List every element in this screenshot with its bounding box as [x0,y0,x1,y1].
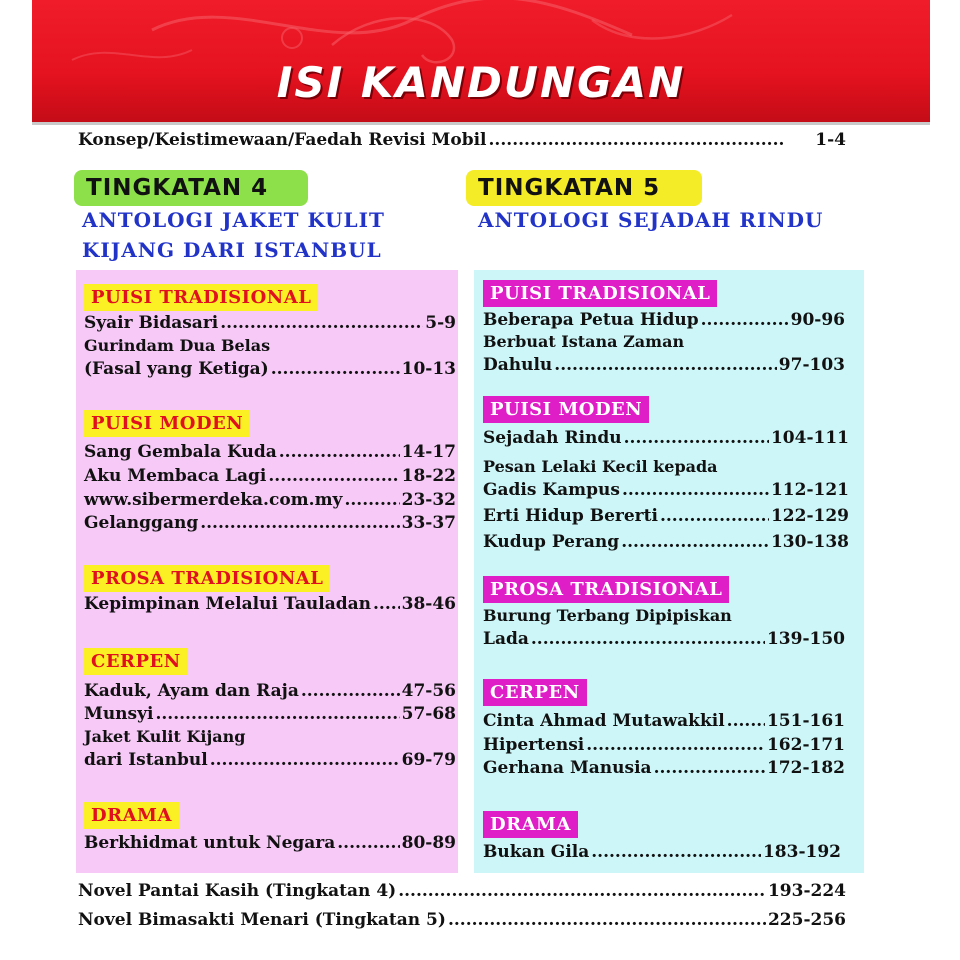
toc-entry [483,480,849,500]
entry-pages: 112-121 [770,480,849,500]
antologi-t4-title [82,205,385,265]
entry-pages: 130-138 [770,532,849,552]
category-puisi-moden-t4: PUISI MODEN [84,410,250,437]
entry-pages: 97-103 [778,355,845,375]
toc-entry [84,313,456,333]
antologi-t5-title [478,205,823,235]
category-puisi-moden-t5: PUISI MODEN [483,396,649,423]
dot-leader [271,359,400,379]
entry-pages: 183-192 [762,842,841,862]
entry-title: Sejadah Rindu [483,428,622,448]
entry-pages: 225-256 [767,910,846,930]
toc-entry [483,310,845,330]
toc-entry [84,750,456,770]
entry-pages: 14-17 [401,442,456,462]
entry-title: dari Istanbul [84,750,208,770]
entry-pages: 23-32 [401,490,456,510]
dot-leader [448,910,766,930]
dot-leader [622,480,769,500]
dot-leader [398,881,766,901]
dot-leader [337,833,399,853]
entry-title: Gelanggang [84,513,199,533]
dot-leader [727,711,765,731]
entry-pages: 122-129 [770,506,849,526]
dot-leader [200,513,399,533]
toc-entry [84,704,456,724]
entry-title: Gadis Kampus [483,480,620,500]
page-title: ISI KANDUNGAN [276,58,686,107]
entry-pages: 162-171 [766,735,845,755]
entry-title: Sang Gembala Kuda [84,442,277,462]
toc-entry [483,506,849,526]
entry-pages: 104-111 [770,428,849,448]
toc-entry [483,355,845,375]
toc-entry [483,758,845,778]
entry-pages: 172-182 [766,758,845,778]
entry-pages: 5-9 [425,313,456,333]
category-cerpen-t4: CERPEN [84,648,188,675]
toc-entry [84,490,456,510]
entry-pages: 38-46 [401,594,456,614]
entry-title-line1: Jaket Kulit Kijang [84,727,246,746]
entry-pages: 69-79 [401,750,456,770]
entry-title: www.sibermerdeka.com.my [84,490,343,510]
entry-pages: 90-96 [790,310,845,330]
entry-title-line1: Pesan Lelaki Kecil kepada [483,457,718,476]
antologi-t4-line1: ANTOLOGI JAKET KULIT [82,208,385,232]
toc-entry-intro [78,130,846,150]
entry-pages: 33-37 [401,513,456,533]
entry-pages: 139-150 [766,629,845,649]
dot-leader [531,629,765,649]
toc-entry-novel-t5 [78,910,846,930]
toc-entry [84,359,456,379]
header-banner [32,0,930,125]
entry-title: Konsep/Keistimewaan/Faedah Revisi Mobil [78,130,487,150]
entry-title: Syair Bidasari [84,313,219,333]
category-drama-t4: DRAMA [84,802,179,829]
toc-entry [84,833,456,853]
entry-pages: 193-224 [767,881,846,901]
category-prosa-tradisional-t5: PROSA TRADISIONAL [483,576,729,603]
entry-pages: 80-89 [401,833,456,853]
category-puisi-tradisional-t5: PUISI TRADISIONAL [483,280,717,307]
entry-title: Munsyi [84,704,154,724]
entry-title: Kepimpinan Melalui Tauladan [84,594,371,614]
dot-leader [591,842,761,862]
dot-leader [279,442,400,462]
dot-leader [344,490,399,510]
toc-entry [483,735,845,755]
entry-title: Kudup Perang [483,532,620,552]
category-prosa-tradisional-t4: PROSA TRADISIONAL [84,565,330,592]
entry-title-line1: Berbuat Istana Zaman [483,332,685,351]
toc-entry [84,466,456,486]
tingkatan-4-label: TINGKATAN 4 [74,170,308,206]
toc-entry [483,532,849,552]
entry-title: Aku Membaca Lagi [84,466,267,486]
dot-leader [654,758,765,778]
entry-title: Gerhana Manusia [483,758,652,778]
entry-title: Berkhidmat untuk Negara [84,833,336,853]
entry-pages: 18-22 [401,466,456,486]
category-drama-t5: DRAMA [483,811,578,838]
entry-title: Lada [483,629,529,649]
dot-leader [554,355,777,375]
toc-entry-novel-t4 [78,881,846,901]
entry-title: Novel Pantai Kasih (Tingkatan 4) [78,881,397,901]
toc-entry [483,842,841,862]
entry-pages: 151-161 [766,711,845,731]
tingkatan-5-label: TINGKATAN 5 [466,170,702,206]
dot-leader [586,735,765,755]
toc-entry [84,442,456,462]
entry-title: (Fasal yang Ketiga) [84,359,269,379]
dot-leader [155,704,399,724]
toc-entry [84,594,456,614]
entry-title: Kaduk, Ayam dan Raja [84,681,299,701]
toc-entry [84,513,456,533]
dot-leader [701,310,789,330]
antologi-t4-line2: KIJANG DARI ISTANBUL [82,238,382,262]
entry-title: Beberapa Petua Hidup [483,310,699,330]
dot-leader [373,594,400,614]
dot-leader [220,313,423,333]
toc-entry [483,711,845,731]
entry-pages: 1-4 [815,130,846,150]
dot-leader [301,681,400,701]
entry-pages: 10-13 [401,359,456,379]
entry-title: Cinta Ahmad Mutawakkil [483,711,725,731]
entry-pages: 47-56 [401,681,456,701]
entry-title: Erti Hidup Bererti [483,506,658,526]
toc-entry [84,681,456,701]
entry-pages: 57-68 [401,704,456,724]
dot-leader [489,130,784,150]
dot-leader [268,466,399,486]
entry-title: Novel Bimasakti Menari (Tingkatan 5) [78,910,446,930]
entry-title-line1: Gurindam Dua Belas [84,336,271,355]
category-cerpen-t5: CERPEN [483,679,587,706]
category-puisi-tradisional-t4: PUISI TRADISIONAL [84,284,318,311]
entry-title: Bukan Gila [483,842,590,862]
entry-title: Dahulu [483,355,553,375]
antologi-t5-line1: ANTOLOGI SEJADAH RINDU [478,208,824,232]
dot-leader [660,506,769,526]
dot-leader [624,428,769,448]
entry-title-line1: Burung Terbang Dipipiskan [483,606,732,625]
dot-leader [210,750,400,770]
dot-leader [621,532,769,552]
entry-title: Hipertensi [483,735,585,755]
toc-entry [483,428,849,448]
toc-entry [483,629,845,649]
